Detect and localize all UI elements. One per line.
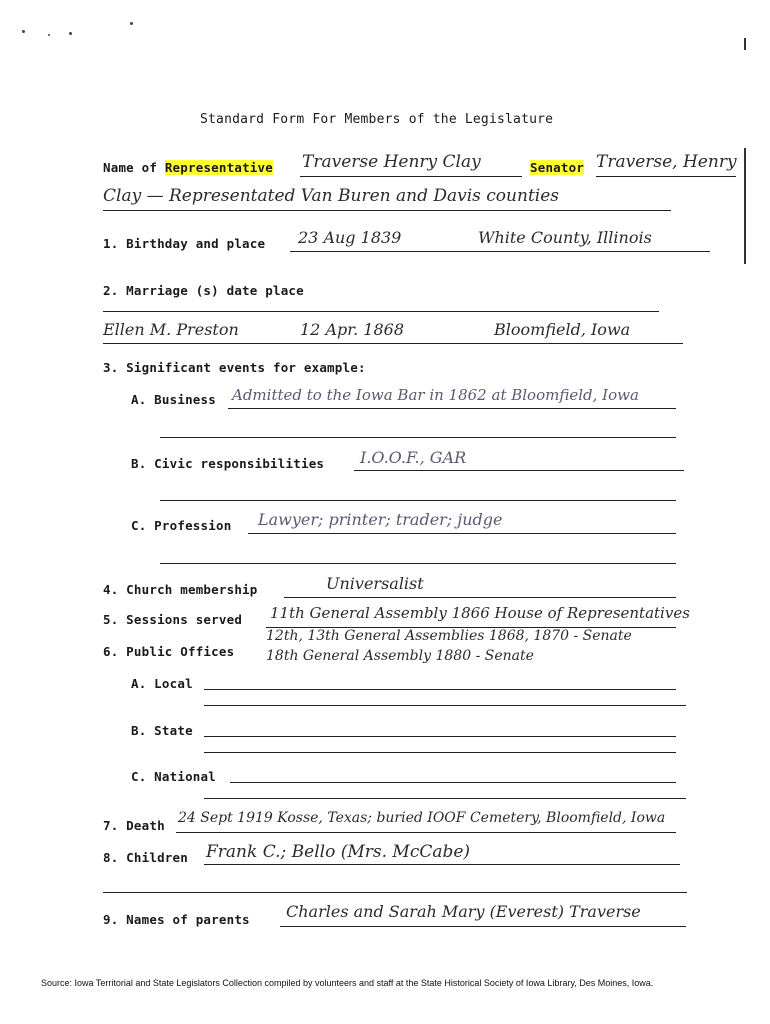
civic-value[interactable]: I.O.O.F., GAR — [360, 448, 467, 467]
scan-speck — [48, 34, 50, 36]
marriage-place[interactable]: Bloomfield, Iowa — [494, 320, 631, 339]
national-line — [230, 782, 676, 783]
death-line — [176, 832, 676, 833]
national-extra-line — [204, 798, 686, 799]
marriage-label: 2. Marriage (s) date place — [103, 283, 304, 298]
children-extra-line — [103, 892, 687, 893]
representative-line — [300, 176, 522, 177]
offices-value-line2[interactable]: 18th General Assembly 1880 - Senate — [266, 648, 534, 664]
state-label: B. State — [131, 723, 193, 738]
state-line — [204, 736, 676, 737]
local-extra-line — [204, 705, 686, 706]
representative-value[interactable]: Traverse Henry Clay — [302, 152, 481, 172]
name-row — [103, 160, 273, 175]
name-label: Name of — [103, 160, 165, 175]
events-label: 3. Significant events for example: — [103, 360, 366, 375]
form-title: Standard Form For Members of the Legislature — [200, 112, 554, 127]
parents-label: 9. Names of parents — [103, 912, 250, 927]
profession-value[interactable]: Lawyer; printer; trader; judge — [258, 510, 503, 529]
senator-line — [596, 176, 736, 177]
children-value[interactable]: Frank C.; Bello (Mrs. McCabe) — [206, 842, 471, 862]
name-continuation-line — [103, 210, 671, 211]
scan-speck — [130, 22, 133, 25]
scan-edge-mark — [744, 38, 746, 50]
birthday-place[interactable]: White County, Illinois — [478, 228, 652, 247]
birthday-date[interactable]: 23 Aug 1839 — [298, 228, 402, 247]
business-value[interactable]: Admitted to the Iowa Bar in 1862 at Bloomfield, Iowa — [232, 386, 639, 404]
local-line — [204, 689, 676, 690]
birthday-label: 1. Birthday and place — [103, 236, 266, 251]
source-footer: Source: Iowa Territorial and State Legislators Collection compiled by volunteers and staff at the State Historical Society of Iowa Library, Des Moines, Iowa. — [41, 978, 654, 988]
profession-line — [248, 533, 676, 534]
offices-label: 6. Public Offices — [103, 644, 235, 659]
business-label: A. Business — [131, 392, 216, 407]
marriage-bottom-line — [103, 343, 683, 344]
children-line — [204, 864, 680, 865]
profession-label: C. Profession — [131, 518, 232, 533]
church-line — [284, 597, 676, 598]
senator-label: Senator — [530, 160, 585, 175]
scan-speck — [69, 32, 72, 35]
state-extra-line — [204, 752, 676, 753]
death-label: 7. Death — [103, 818, 165, 833]
sessions-value[interactable]: 11th General Assembly 1866 House of Representatives — [270, 604, 690, 622]
marriage-date[interactable]: 12 Apr. 1868 — [300, 320, 405, 339]
civic-extra-line — [160, 500, 676, 501]
children-label: 8. Children — [103, 850, 188, 865]
senator-value[interactable]: Traverse, Henry — [596, 152, 737, 172]
church-value[interactable]: Universalist — [326, 574, 424, 593]
marriage-spouse[interactable]: Ellen M. Preston — [103, 320, 239, 339]
scan-speck — [22, 30, 25, 33]
birthday-line — [290, 251, 710, 252]
civic-line — [354, 470, 684, 471]
national-label: C. National — [131, 769, 216, 784]
business-line — [228, 408, 676, 409]
local-label: A. Local — [131, 676, 193, 691]
profession-extra-line — [160, 563, 676, 564]
church-label: 4. Church membership — [103, 582, 258, 597]
sessions-label: 5. Sessions served — [103, 612, 243, 627]
death-value[interactable]: 24 Sept 1919 Kosse, Texas; buried IOOF Cemetery, Bloomfield, Iowa — [178, 810, 666, 826]
marriage-top-line — [103, 311, 659, 312]
representative-label: Representative — [164, 160, 273, 175]
name-continuation[interactable]: Clay — Representated Van Buren and Davis counties — [103, 186, 559, 206]
civic-label: B. Civic responsibilities — [131, 456, 325, 471]
business-extra-line — [160, 437, 676, 438]
scan-edge-mark — [744, 148, 746, 264]
offices-value-line1[interactable]: 12th, 13th General Assemblies 1868, 1870 - Senate — [266, 628, 632, 644]
parents-value[interactable]: Charles and Sarah Mary (Everest) Traverse — [286, 902, 641, 921]
parents-line — [280, 926, 686, 927]
